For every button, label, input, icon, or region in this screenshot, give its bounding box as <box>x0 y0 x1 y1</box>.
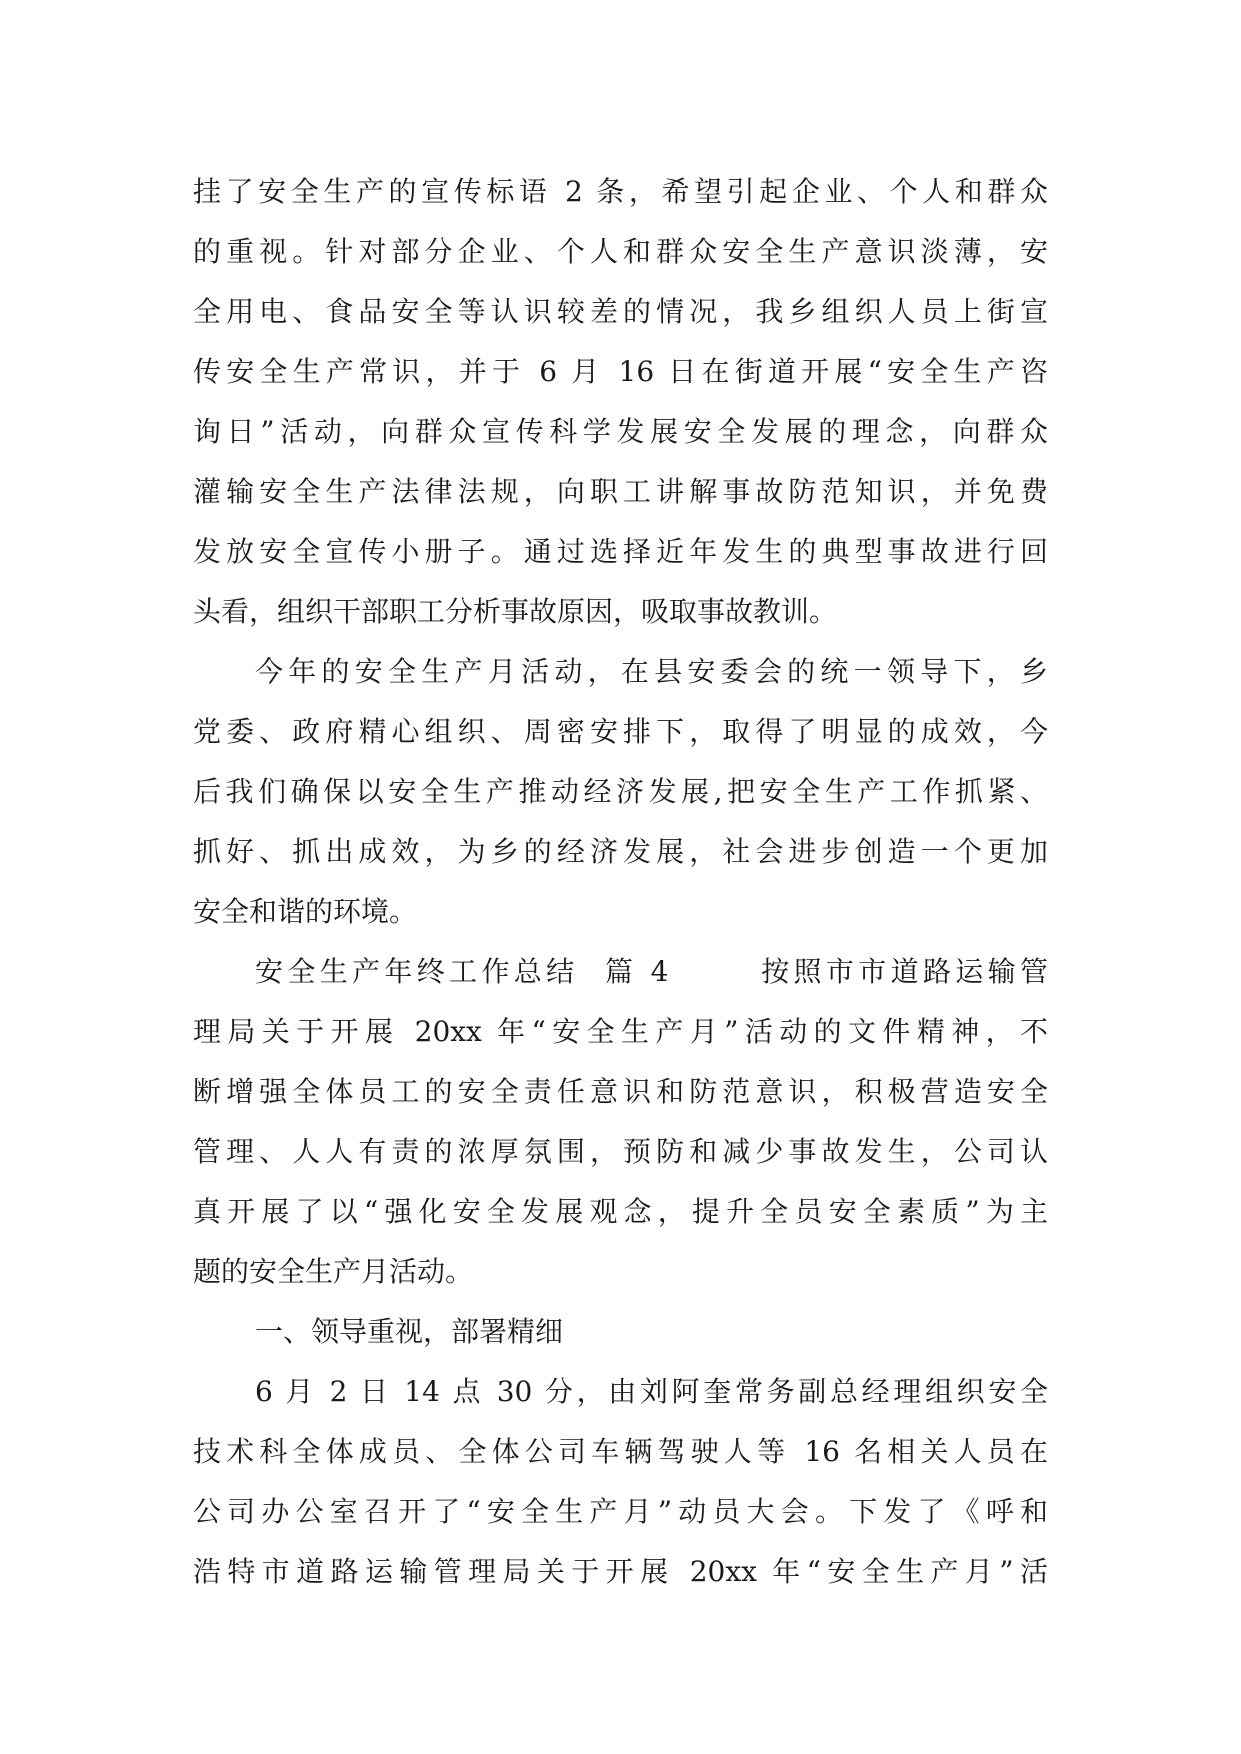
text-line: 题的安全生产月活动。 <box>193 1255 474 1288</box>
paragraph <box>193 942 1048 1302</box>
section-heading <box>193 1302 1048 1362</box>
text-line: 断增强全体员工的安全责任意识和防范意识，积极营造安全 <box>193 1075 1048 1108</box>
text-line: 安全和谐的环境。 <box>193 895 418 928</box>
text-line: 理局关于开展 20xx 年“安全生产月”活动的文件精神，不 <box>193 1015 1048 1048</box>
paragraph <box>193 642 1048 942</box>
text-line: 技术科全体成员、全体公司车辆驾驶人等 16 名相关人员在 <box>193 1435 1048 1468</box>
text-line: 的重视。针对部分企业、个人和群众安全生产意识淡薄，安 <box>193 235 1048 268</box>
text-line: 发放安全宣传小册子。通过选择近年发生的典型事故进行回 <box>193 535 1048 568</box>
text-line: 安全生产年终工作总结 篇 4 按照市市道路运输管 <box>255 955 1048 988</box>
text-line: 管理、人人有责的浓厚氛围，预防和减少事故发生，公司认 <box>193 1135 1048 1168</box>
text-line: 一、领导重视，部署精细 <box>255 1315 564 1348</box>
text-line: 6 月 2 日 14 点 30 分，由刘阿奎常务副总经理组织安全 <box>255 1375 1048 1408</box>
text-line: 全用电、食品安全等认识较差的情况，我乡组织人员上街宣 <box>193 295 1048 328</box>
text-line: 浩特市道路运输管理局关于开展 20xx 年“安全生产月”活 <box>193 1555 1048 1588</box>
text-line: 今年的安全生产月活动，在县安委会的统一领导下，乡 <box>255 655 1048 688</box>
text-line: 头看，组织干部职工分析事故原因，吸取事故教训。 <box>193 595 838 628</box>
text-line: 公司办公室召开了“安全生产月”动员大会。下发了《呼和 <box>193 1495 1048 1528</box>
text-line: 真开展了以“强化安全发展观念，提升全员安全素质”为主 <box>193 1195 1048 1228</box>
text-line: 传安全生产常识，并于 6 月 16 日在街道开展“安全生产咨 <box>193 355 1048 388</box>
text-line: 询日”活动，向群众宣传科学发展安全发展的理念，向群众 <box>193 415 1048 448</box>
text-line: 抓好、抓出成效，为乡的经济发展，社会进步创造一个更加 <box>193 835 1048 868</box>
paragraph <box>193 1362 1048 1602</box>
text-line: 灌输安全生产法律法规，向职工讲解事故防范知识，并免费 <box>193 475 1048 508</box>
text-line: 后我们确保以安全生产推动经济发展,把安全生产工作抓紧、 <box>193 775 1048 808</box>
document-body <box>193 162 1048 1602</box>
text-line: 挂了安全生产的宣传标语 2 条，希望引起企业、个人和群众 <box>193 175 1048 208</box>
text-line: 党委、政府精心组织、周密安排下，取得了明显的成效，今 <box>193 715 1048 748</box>
paragraph <box>193 162 1048 642</box>
